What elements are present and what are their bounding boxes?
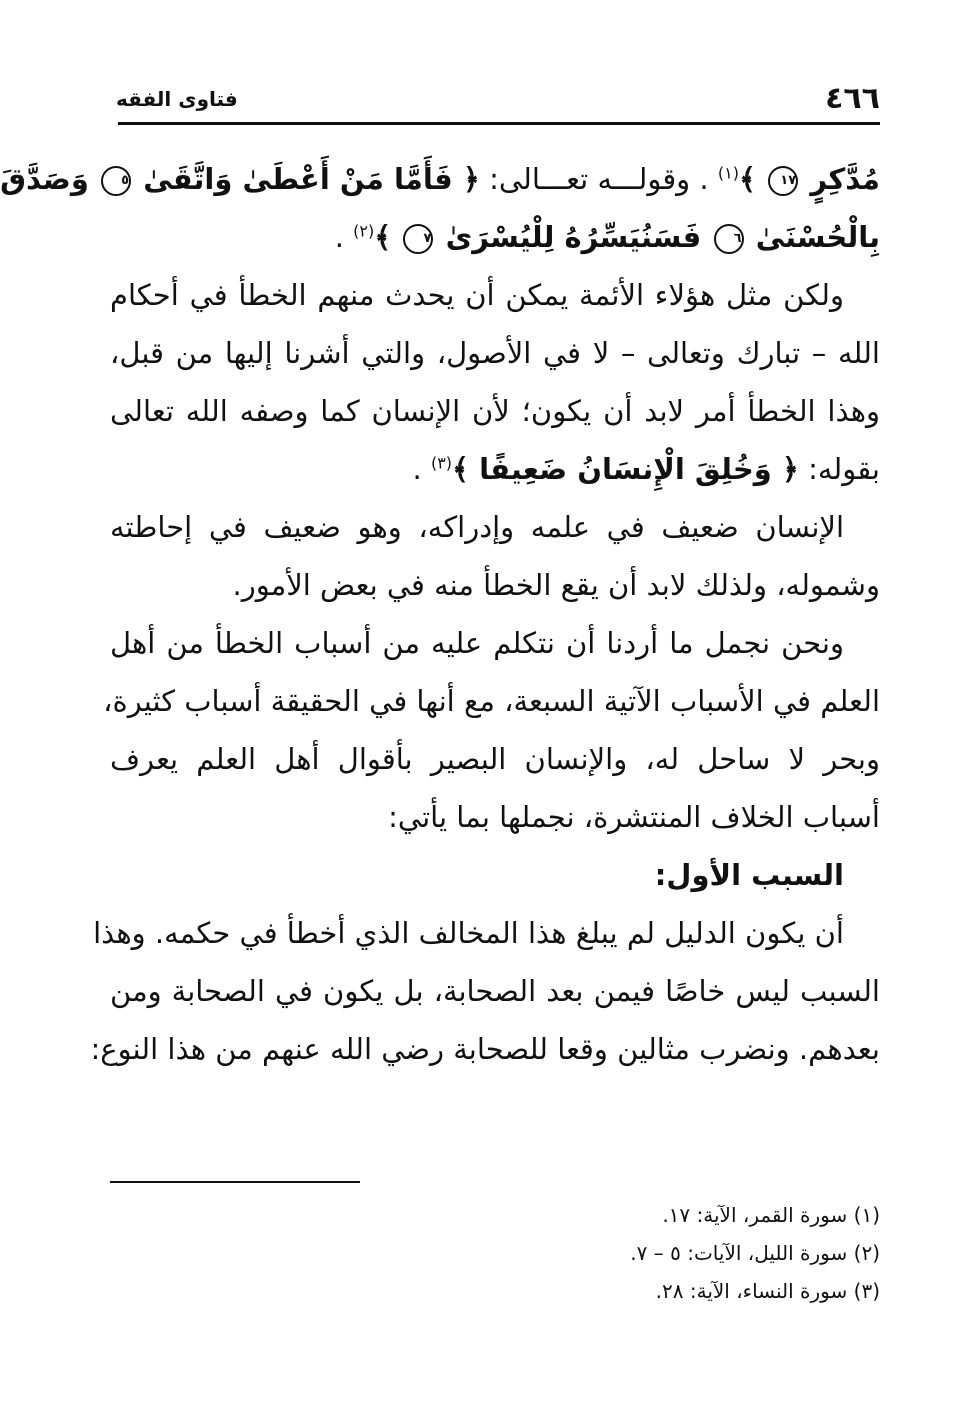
quran-text: ﴿ وَخُلِقَ الْإِنسَانُ ضَعِيفًا ﴾ xyxy=(452,452,799,486)
quran-bracket: ﴾ xyxy=(738,162,756,196)
footnote-2: (٢) سورة الليل، الآيات: ٥ – ٧. xyxy=(630,1241,880,1265)
quran-bracket: ﴾ xyxy=(374,220,392,254)
ayah-marker: ٧ xyxy=(403,224,433,254)
footnote-3: (٣) سورة النساء، الآية: ٢٨. xyxy=(655,1279,880,1303)
text-line-5: وهذا الخطأ أمر لابد أن يكون؛ لأن الإنسان كما وصفه الله تعالى xyxy=(110,394,880,428)
ayah-marker: ٥ xyxy=(101,166,131,196)
text-line-10: العلم في الأسباب الآتية السبعة، مع أنها في الحقيقة أسباب كثيرة، xyxy=(103,684,880,718)
quran-text: بِالْحُسْنَىٰ xyxy=(755,220,880,254)
ayah-marker: ٦ xyxy=(714,224,744,254)
page-number: ٤٦٦ xyxy=(825,81,880,116)
page-header xyxy=(110,78,880,114)
footnotes xyxy=(110,1196,880,1310)
text-line-16: بعدهم. ونضرب مثالين وقعا للصحابة رضي الله عنهم من هذا النوع: xyxy=(90,1032,880,1066)
footnote-ref: (٢) xyxy=(353,221,375,241)
body-text: . وقولـــه تعـــالى: xyxy=(489,162,709,196)
text-line-15: السبب ليس خاصًا فيمن بعد الصحابة، بل يكون في الصحابة ومن xyxy=(110,974,880,1008)
text-line-7: الإنسان ضعيف في علمه وإدراكه، وهو ضعيف في إحاطته xyxy=(110,510,844,544)
text-line-4: الله – تبارك وتعالى – لا في الأصول، والتي أشرنا إليها من قبل، xyxy=(110,336,880,370)
section-heading: السبب الأول: xyxy=(654,858,844,892)
text-line-9: ونحن نجمل ما أردنا أن نتكلم عليه من أسباب الخطأ من أهل xyxy=(110,626,844,660)
quran-text: مُدَّكِرٍ xyxy=(810,162,880,196)
text-line-6 xyxy=(110,440,880,498)
text-line-11: وبحر لا ساحل له، والإنسان البصير بأقوال أهل العلم يعرف xyxy=(110,742,880,776)
quran-text: ﴿ فَأَمَّا مَنْ أَعْطَىٰ وَاتَّقَىٰ xyxy=(143,162,480,196)
text-line-2 xyxy=(110,208,880,266)
footnote-ref: (١) xyxy=(717,163,739,183)
text-line-1 xyxy=(0,150,880,208)
header-rule xyxy=(118,122,880,125)
footnote-ref: (٣) xyxy=(430,453,453,473)
page-body xyxy=(0,150,880,1078)
text-line-3: ولكن مثل هؤلاء الأئمة يمكن أن يحدث منهم الخطأ في أحكام xyxy=(110,278,844,312)
text-line-12: أسباب الخلاف المنتشرة، نجملها بما يأتي: xyxy=(388,800,880,834)
body-text: بقوله: xyxy=(808,452,880,486)
footnote-rule xyxy=(110,1181,360,1183)
ayah-marker: ١٧ xyxy=(768,166,798,196)
quran-text: وَصَدَّقَ xyxy=(0,162,89,196)
text-line-8: وشموله، ولذلك لابد أن يقع الخطأ منه في بعض الأمور. xyxy=(232,568,880,602)
running-title: فتاوى الفقه xyxy=(116,87,238,111)
body-text: . xyxy=(334,220,344,254)
footnote-1: (١) سورة القمر، الآية: ١٧. xyxy=(662,1203,880,1227)
body-text: . xyxy=(412,452,422,486)
quran-text: فَسَنُيَسِّرُهُ لِلْيُسْرَىٰ xyxy=(445,220,702,254)
text-line-14: أن يكون الدليل لم يبلغ هذا المخالف الذي أخطأ في حكمه. وهذا xyxy=(93,916,844,950)
